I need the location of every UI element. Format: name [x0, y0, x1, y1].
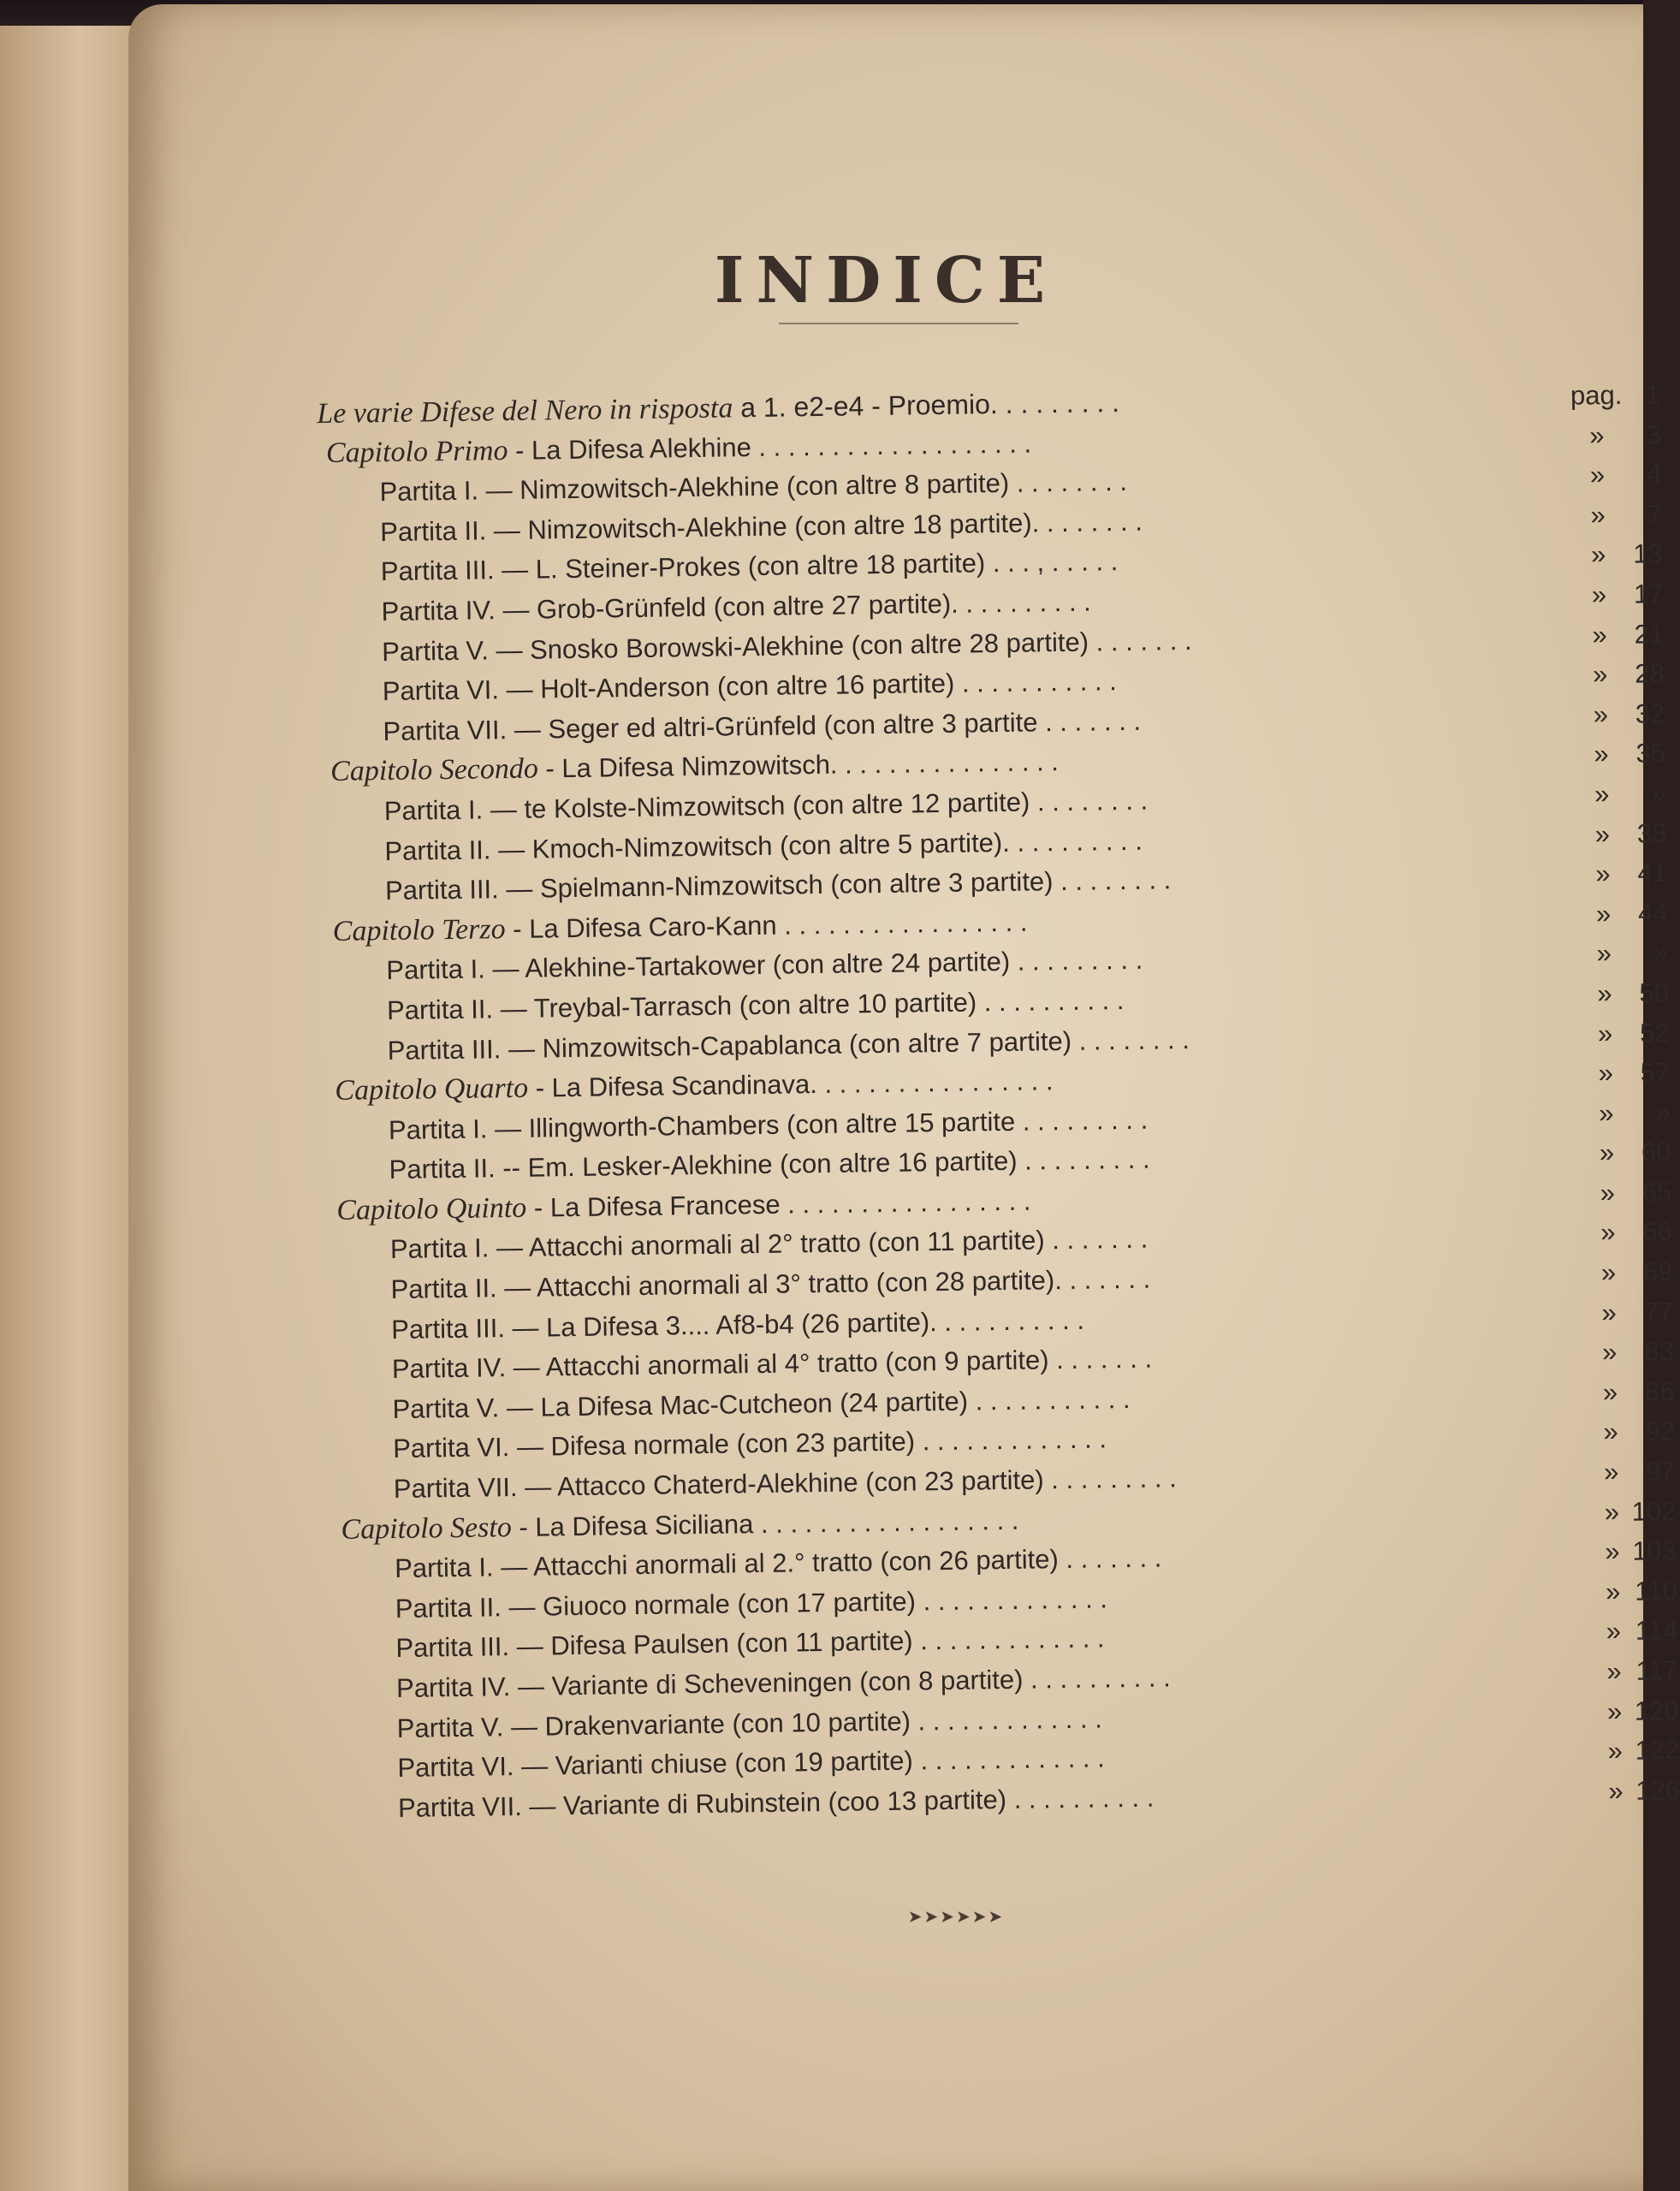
entry-text: Partita III. — Nimzowitsch-Capablanca (con altre 7 partite) . . . . . . . . — [387, 1024, 1190, 1066]
entry-text: Partita I. — Attacchi anormali al 2° tratto (con 11 partite) . . . . . . . — [389, 1224, 1149, 1265]
entry-text: - La Difesa Nimzowitsch. . . . . . . . . . . . . . . . — [545, 746, 1060, 784]
page-prefix: » — [1597, 977, 1612, 1009]
page-prefix: » — [1600, 1177, 1616, 1208]
chapter-name: Le varie Difese del Nero in risposta — [317, 392, 733, 430]
page-prefix: » — [1603, 1416, 1618, 1447]
entry-text: Partita V. — La Difesa Mac-Cutcheon (24 partite) . . . . . . . . . . . — [392, 1383, 1131, 1424]
page-prefix: » — [1593, 698, 1609, 730]
entry-text: Partita VI. — Difesa normale (con 23 partite) . . . . . . . . . . . . . — [392, 1423, 1107, 1464]
entry-text: - La Difesa Siciliana . . . . . . . . . . . . . . . . . . — [519, 1505, 1019, 1542]
page-number: 86 — [1644, 1375, 1675, 1407]
page-prefix: » — [1607, 1736, 1624, 1766]
page-prefix: » — [1594, 779, 1610, 810]
page-prefix: » — [1590, 539, 1606, 570]
page-number: 69 — [1642, 1256, 1673, 1287]
page-number: 120 — [1634, 1695, 1679, 1726]
chapter-name: Capitolo Primo — [325, 434, 508, 469]
page-prefix: » — [1605, 1536, 1620, 1567]
page-number: 122 — [1635, 1735, 1680, 1766]
page-prefix: » — [1589, 460, 1606, 490]
entry-text: Partita IV. — Attacchi anormali al 4° tratto (con 9 partite) . . . . . . . — [391, 1343, 1153, 1385]
page-prefix: » — [1606, 1655, 1622, 1687]
page-prefix: » — [1595, 898, 1612, 929]
page-prefix: » — [1596, 938, 1612, 969]
entry-text: Partita VII. — Seger ed altri-Grünfeld (con altre 3 partite . . . . . . . — [383, 705, 1142, 746]
page-prefix: » — [1591, 579, 1607, 610]
entry-text: Partita IV. — Grob-Grünfeld (con altre 27 partite). . . . . . . . . . — [381, 586, 1092, 627]
page-prefix: » — [1601, 1337, 1618, 1368]
page-number: 41 — [1637, 858, 1668, 888]
entry-text: Partita III. — Difesa Paulsen (con 11 partite) . . . . . . . . . . . . . — [395, 1623, 1105, 1664]
entry-text: - La Difesa Caro-Kann . . . . . . . . . . . . . . . . . — [512, 906, 1028, 944]
page-number: 52 — [1639, 1017, 1670, 1048]
title-divider — [779, 323, 1018, 324]
entry-text: Partita III. — Spielmann-Nimzowitsch (con altre 3 partite) . . . . . . . . — [384, 864, 1172, 906]
page-prefix: » — [1597, 1018, 1613, 1048]
entry-text: Partita II. -- Em. Lesker-Alekhine (con altre 16 partite) . . . . . . . . . — [389, 1143, 1150, 1185]
page-prefix: » — [1594, 739, 1609, 769]
page-number: » — [1655, 1096, 1671, 1128]
page-prefix: pag. — [1570, 379, 1623, 411]
page-prefix: » — [1599, 1097, 1614, 1128]
page-prefix: » — [1599, 1137, 1615, 1168]
page-number: 117 — [1635, 1655, 1679, 1686]
entry-text: Partita I. — Illingworth-Chambers (con altre 15 partite . . . . . . . . . — [388, 1104, 1149, 1145]
page-prefix: » — [1588, 419, 1605, 450]
chapter-name: Capitolo Quarto — [335, 1072, 529, 1107]
book-page — [128, 4, 1680, 2191]
page-number: 102 — [1631, 1495, 1677, 1527]
page-prefix: » — [1606, 1695, 1623, 1726]
entry-text: Partita III. — L. Steiner-Prokes (con altre 18 partite) . . . , . . . . . — [380, 546, 1119, 587]
page-prefix: » — [1598, 1058, 1614, 1089]
page-number: 4 — [1646, 459, 1662, 490]
page-prefix: » — [1605, 1576, 1621, 1607]
page-number: 13 — [1633, 538, 1664, 570]
page-number: 1 — [1645, 379, 1661, 410]
entry-text: Partita I. — Attacchi anormali al 2.° tratto (con 26 partite) . . . . . . . — [394, 1542, 1162, 1584]
page-number: 21 — [1634, 618, 1665, 650]
chapter-name: Capitolo Terzo — [332, 912, 506, 947]
entry-text: Partita II. — Treybal-Tarrasch (con altre 10 partite) . . . . . . . . . . — [386, 984, 1125, 1025]
page-prefix: » — [1592, 619, 1607, 650]
entry-text: Partita III. — La Difesa 3.... Af8-b4 (26 partite). . . . . . . . . . . — [391, 1304, 1085, 1345]
entry-text: Partita I. — te Kolste-Nimzowitsch (con altre 12 partite) . . . . . . . . — [383, 785, 1149, 827]
page-number: 92 — [1645, 1416, 1676, 1447]
entry-text: Partita VI. — Holt-Anderson (con altre 16 partite) . . . . . . . . . . . — [382, 666, 1118, 707]
page-number: 44 — [1637, 897, 1668, 929]
page-number: 50 — [1639, 977, 1670, 1008]
page-title: INDICE — [714, 244, 1058, 318]
entry-text: Partita VII. — Variante di Rubinstein (coo 13 partite) . . . . . . . . . . — [397, 1782, 1155, 1823]
page-prefix: » — [1595, 858, 1611, 889]
page-number: 3 — [1646, 419, 1662, 450]
page-number: 7 — [1647, 498, 1663, 530]
page-number: 38 — [1636, 817, 1667, 849]
page-number: 17 — [1633, 579, 1664, 609]
page-prefix: » — [1604, 1496, 1620, 1527]
entry-text: Partita IV. — Variante di Scheveningen (con 8 partite) . . . . . . . . . . — [395, 1662, 1171, 1703]
chapter-name: Capitolo Quinto — [336, 1191, 527, 1226]
chapter-name: Capitolo Secondo — [329, 752, 539, 788]
page-number: 103 — [1632, 1535, 1677, 1567]
page-prefix: » — [1606, 1616, 1622, 1647]
entry-text: Partita I. — Nimzowitsch-Alekhine (con altre 8 partite) . . . . . . . . — [379, 466, 1128, 508]
entry-text: - La Difesa Scandinava. . . . . . . . . . . . . . . . . — [535, 1066, 1054, 1103]
page-prefix: » — [1600, 1217, 1616, 1248]
entry-text: - La Difesa Alekhine . . . . . . . . . . . . . . . . . . . — [514, 428, 1032, 466]
page-prefix: » — [1590, 499, 1606, 531]
entry-text: Partita II. — Kmoch-Nimzowitsch (con altre 5 partite). . . . . . . . . . — [384, 825, 1143, 866]
page-number: 66 — [1642, 1216, 1673, 1248]
entry-text: Partita II. — Nimzowitsch-Alekhine (con altre 18 partite). . . . . . . . — [380, 506, 1143, 547]
entry-text: a 1. e2-e4 - Proemio. . . . . . . . . — [739, 387, 1120, 424]
page-prefix: » — [1594, 818, 1611, 849]
page-number: 114 — [1635, 1615, 1678, 1647]
entry-text: Partita II. — Giuoco normale (con 17 partite) . . . . . . . . . . . . . — [395, 1583, 1108, 1624]
page-number: 97 — [1646, 1456, 1676, 1487]
page-prefix: » — [1592, 659, 1608, 690]
page-number: 35 — [1635, 738, 1666, 769]
chapter-name: Capitolo Sesto — [341, 1511, 513, 1546]
page-number: 32 — [1635, 698, 1665, 729]
entry-text: - La Difesa Francese . . . . . . . . . . . . . . . . . — [533, 1185, 1031, 1223]
page-number: 60 — [1641, 1137, 1671, 1167]
entry-text: Partita V. — Drakenvariante (con 10 partite) . . . . . . . . . . . . . — [396, 1703, 1103, 1743]
page-number: 83 — [1644, 1336, 1675, 1367]
page-number: 57 — [1640, 1057, 1671, 1088]
page-number: 65 — [1641, 1177, 1672, 1208]
entry-text: Partita I. — Alekhine-Tartakower (con altre 24 partite) . . . . . . . . . — [386, 945, 1143, 986]
table-of-contents — [317, 375, 1680, 1829]
page-prefix: » — [1600, 1257, 1617, 1288]
entry-text: Partita VII. — Attacco Chaterd-Alekhine (con 23 partite) . . . . . . . . . — [393, 1463, 1177, 1505]
page-number: » — [1651, 778, 1666, 809]
page-prefix: » — [1608, 1775, 1624, 1807]
page-number: » — [1653, 937, 1669, 968]
entry-text: Partita VI. — Varianti chiuse (con 19 partite) . . . . . . . . . . . . . — [397, 1743, 1105, 1784]
page-prefix: » — [1602, 1376, 1618, 1408]
page-number: 77 — [1643, 1296, 1674, 1327]
page-number: 28 — [1634, 658, 1665, 689]
page-prefix: » — [1601, 1297, 1618, 1327]
end-ornament: ➤➤➤➤➤➤ — [907, 1906, 1005, 1927]
entry-text: Partita V. — Snosko Borowski-Alekhine (con altre 28 partite) . . . . . . . — [381, 625, 1192, 667]
page-number: 126 — [1635, 1774, 1680, 1806]
page-prefix: » — [1603, 1457, 1619, 1487]
entry-text: Partita II. — Attacchi anormali al 3° tratto (con 28 partite). . . . . . . — [390, 1263, 1151, 1305]
page-number: 110 — [1635, 1575, 1677, 1606]
